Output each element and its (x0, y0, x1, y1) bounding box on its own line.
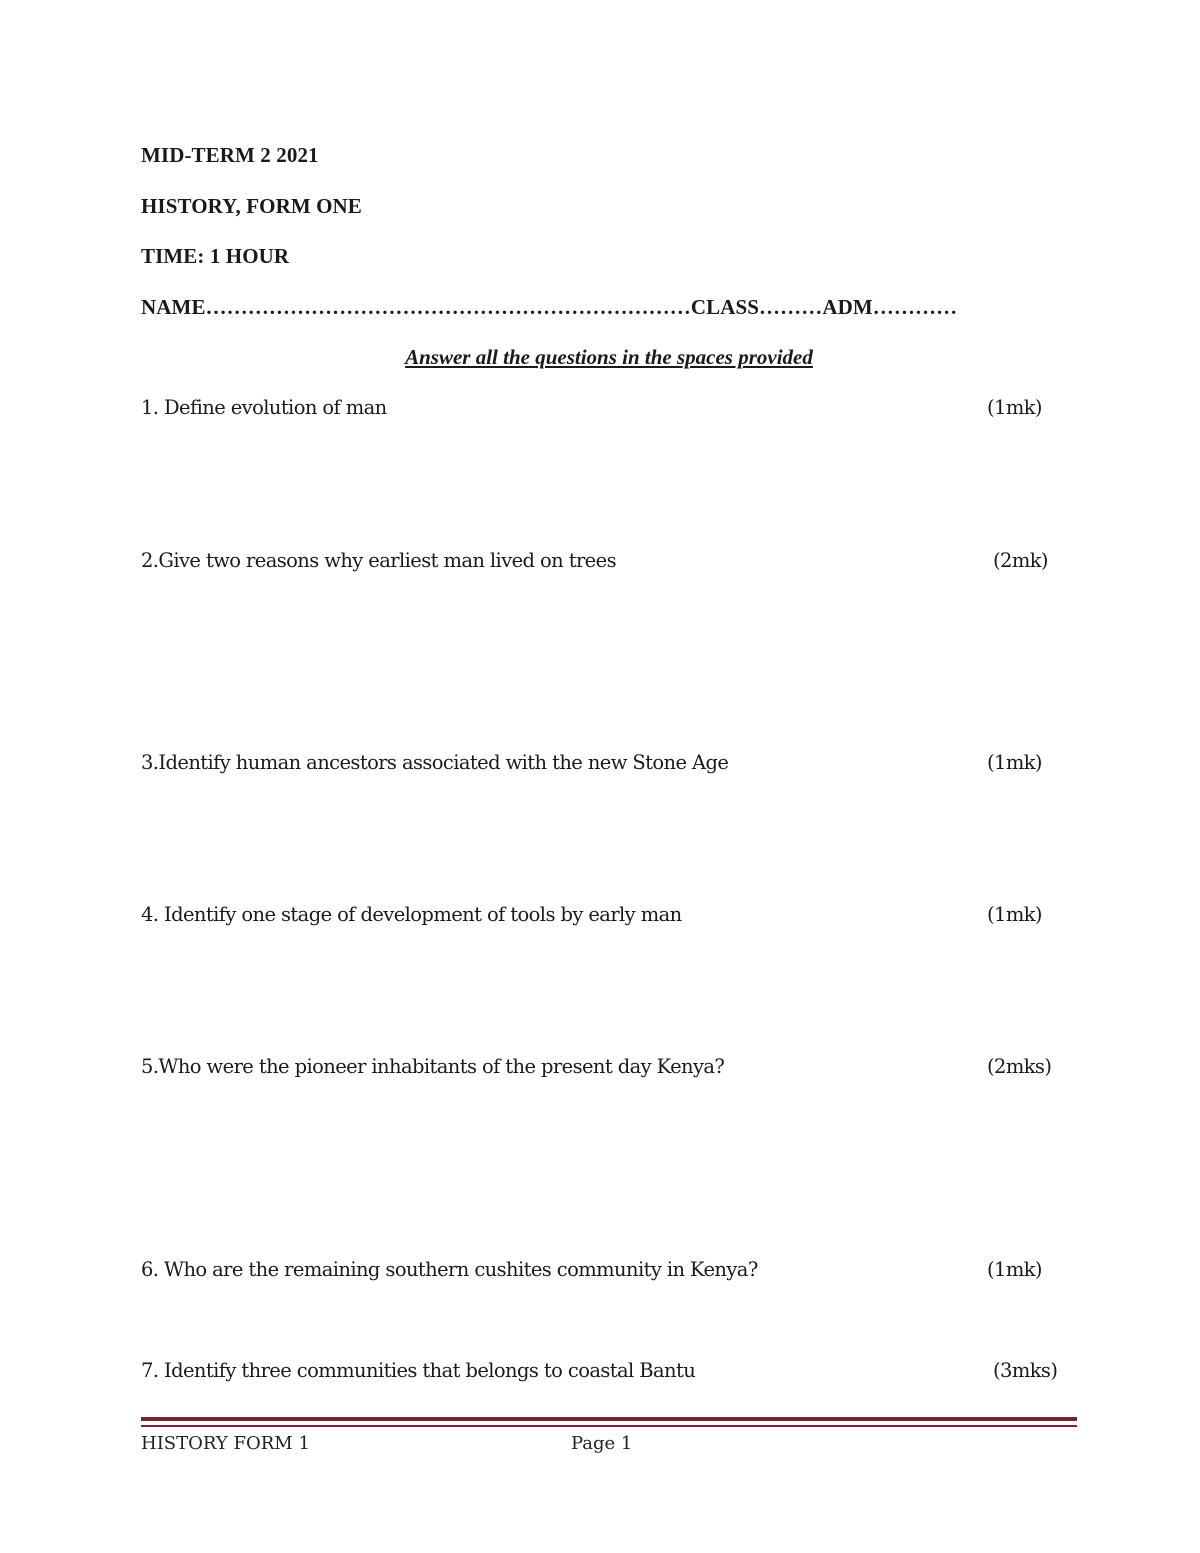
footer-subject: HISTORY FORM 1 (141, 1433, 310, 1454)
footer-rule-secondary (141, 1425, 1077, 1427)
question-marks: (2mks) (987, 1055, 1052, 1078)
question-text: 5.Who were the pioneer inhabitants of the present day Kenya? (141, 1055, 725, 1078)
exam-title: MID-TERM 2 2021 (141, 143, 319, 167)
question-marks: (1mk) (987, 1258, 1042, 1281)
question-text: 1. Define evolution of man (141, 396, 387, 419)
subject-title: HISTORY, FORM ONE (141, 194, 362, 218)
question-marks: (2mk) (993, 549, 1048, 572)
student-details-line: NAME……………………………………………………………CLASS………ADM………… (141, 295, 958, 319)
question-text: 7. Identify three communities that belongs to coastal Bantu (141, 1359, 696, 1382)
question-text: 6. Who are the remaining southern cushites community in Kenya? (141, 1258, 758, 1281)
question-text: 4. Identify one stage of development of tools by early man (141, 903, 682, 926)
question-marks: (3mks) (993, 1359, 1058, 1382)
footer-rule (141, 1417, 1077, 1421)
question-marks: (1mk) (987, 751, 1042, 774)
question-text: 3.Identify human ancestors associated with the new Stone Age (141, 751, 729, 774)
exam-time: TIME: 1 HOUR (141, 244, 290, 268)
question-marks: (1mk) (987, 903, 1042, 926)
question-marks: (1mk) (987, 396, 1042, 419)
instructions: Answer all the questions in the spaces provided (405, 345, 813, 369)
question-text: 2.Give two reasons why earliest man lived on trees (141, 549, 616, 572)
page-number: Page 1 (571, 1433, 633, 1454)
